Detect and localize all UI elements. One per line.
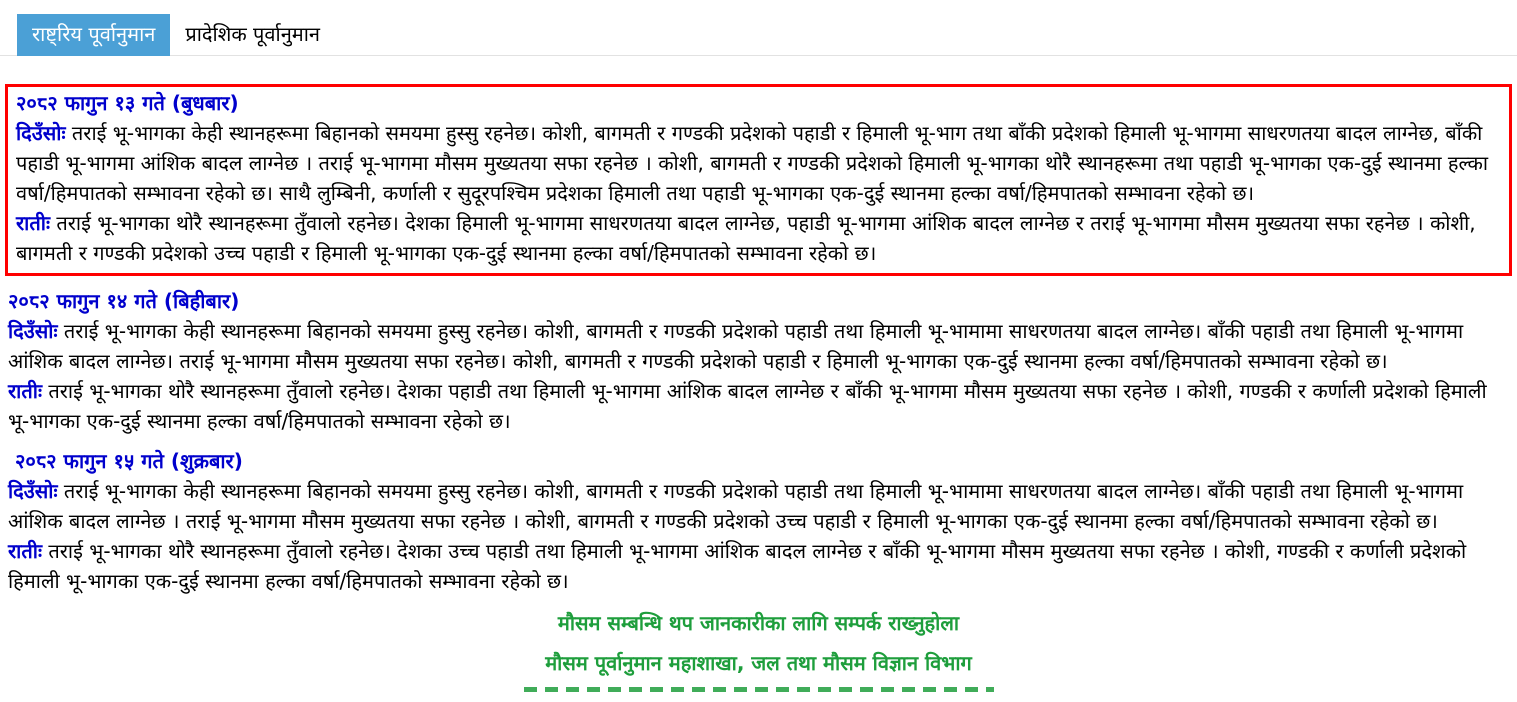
tab-national-forecast[interactable]: राष्ट्रिय पूर्वानुमान	[17, 14, 170, 56]
daytime-label: दिउँसोः	[8, 319, 58, 343]
night-forecast-text: तराई भू-भागका थोरै स्थानहरूमा तुँवालो रहनेछ। देशका पहाडी तथा हिमाली भू-भागमा आंशिक बादल लाग्नेछ र बाँकी भू-भागमा मौसम मुख्यतया सफा रहनेछ । कोशी, गण्डकी र कर्णाली प्रदेशको हिमाली भू-भागका एक-दुई स्थानमा हल्का वर्षा/हिमपातको सम्भावना रहेको छ।	[8, 379, 1487, 433]
daytime-forecast-text: तराई भू-भागका केही स्थानहरूमा बिहानको समयमा हुस्सु रहनेछ। कोशी, बागमती र गण्डकी प्रदेशको पहाडी तथा हिमाली भू-भामामा साधरणतया बादल लाग्नेछ। बाँकी पहाडी तथा हिमाली भू-भागमा आंशिक बादल लाग्नेछ। तराई भू-भागमा मौसम मुख्यतया सफा रहनेछ। कोशी, बागमती र गण्डकी प्रदेशको पहाडी र हिमाली भू-भागका एक-दुई स्थानमा हल्का वर्षा/हिमपातको सम्भावना रहेको छ।	[8, 319, 1464, 373]
day-1-date-heading: २०८२ फागुन १३ गते (बुधबार)	[16, 91, 239, 115]
tab-bar	[0, 0, 1517, 56]
footer-contact-note: मौसम सम्बन्धि थप जानकारीका लागि सम्पर्क राख्नुहोला	[557, 611, 960, 635]
day-1-daytime-forecast	[16, 118, 1501, 208]
tab-provincial-forecast[interactable]: प्रादेशिक पूर्वानुमान	[185, 22, 321, 46]
night-label: रातीः	[8, 539, 42, 563]
day-3-night-forecast	[8, 536, 1509, 596]
forecast-day-3	[8, 446, 1509, 596]
night-label: रातीः	[8, 379, 42, 403]
daytime-forecast-text: तराई भू-भागका केही स्थानहरूमा बिहानको समयमा हुस्सु रहनेछ। कोशी, बागमती र गण्डकी प्रदेशको पहाडी तथा हिमाली भू-भामामा साधरणतया बादल लाग्नेछ। बाँकी पहाडी तथा हिमाली भू-भागमा आंशिक बादल लाग्नेछ । तराई भू-भागमा मौसम मुख्यतया सफा रहनेछ । कोशी, बागमती र गण्डकी प्रदेशको उच्च पहाडी र हिमाली भू-भागका एक-दुई स्थानमा हल्का वर्षा/हिमपातको सम्भावना रहेको छ।	[8, 479, 1464, 533]
day-2-daytime-forecast	[8, 316, 1509, 376]
footer-department-name: मौसम पूर्वानुमान महाशाखा, जल तथा मौसम विज्ञान विभाग	[545, 651, 972, 675]
day-3-date-heading: २०८२ फागुन १५ गते (शुक्रबार)	[8, 449, 243, 473]
forecast-bulletin	[0, 84, 1517, 692]
forecast-day-2	[8, 286, 1509, 436]
day-1-night-forecast	[16, 208, 1501, 268]
day-2-night-forecast	[8, 376, 1509, 436]
clipped-text-line	[524, 687, 994, 692]
daytime-label: दिउँसोः	[16, 121, 66, 145]
night-forecast-text: तराई भू-भागका थोरै स्थानहरूमा तुँवालो रहनेछ। देशका हिमाली भू-भागमा साधरणतया बादल लाग्नेछ, पहाडी भू-भागमा आंशिक बादल लाग्नेछ र तराई भू-भागमा मौसम मुख्यतया सफा रहनेछ । कोशी, बागमती र गण्डकी प्रदेशको उच्च पहाडी र हिमाली भू-भागका एक-दुई स्थानमा हल्का वर्षा/हिमपातको सम्भावना रहेको छ।	[16, 211, 1476, 265]
day-2-date-heading: २०८२ फागुन १४ गते (बिहीबार)	[8, 289, 240, 313]
night-label: रातीः	[16, 211, 50, 235]
daytime-label: दिउँसोः	[8, 479, 58, 503]
daytime-forecast-text: तराई भू-भागका केही स्थानहरूमा बिहानको समयमा हुस्सु रहनेछ। कोशी, बागमती र गण्डकी प्रदेशको पहाडी र हिमाली भू-भाग तथा बाँकी प्रदेशको हिमाली भू-भागमा साधरणतया बादल लाग्नेछ, बाँकी पहाडी भू-भागमा आंशिक बादल लाग्नेछ । तराई भू-भागमा मौसम मुख्यतया सफा रहनेछ । कोशी, बागमती र गण्डकी प्रदेशको हिमाली भू-भागका थोरै स्थानहरूमा तथा पहाडी भू-भागका एक-दुई स्थानमा हल्का वर्षा/हिमपातको सम्भावना रहेको छ। साथै लुम्बिनी, कर्णाली र सुदूरपश्चिम प्रदेशका हिमाली तथा पहाडी भू-भागका एक-दुई स्थानमा हल्का वर्षा/हिमपातको सम्भावना रहेको छ।	[16, 121, 1489, 205]
night-forecast-text: तराई भू-भागका थोरै स्थानहरूमा तुँवालो रहनेछ। देशका उच्च पहाडी तथा हिमाली भू-भागमा आंशिक बादल लाग्नेछ र बाँकी भू-भागमा मौसम मुख्यतया सफा रहनेछ । कोशी, गण्डकी र कर्णाली प्रदेशको हिमाली भू-भागका एक-दुई स्थानमा हल्का वर्षा/हिमपातको सम्भावना रहेको छ।	[8, 539, 1467, 593]
contact-footer	[0, 610, 1517, 692]
day-3-daytime-forecast	[8, 476, 1509, 536]
forecast-day-1-highlighted	[5, 84, 1512, 276]
